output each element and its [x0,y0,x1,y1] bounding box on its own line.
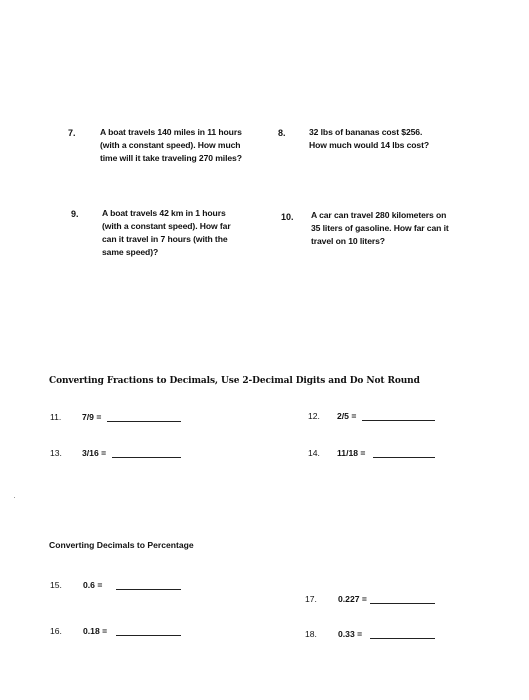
scan-speck [14,497,15,498]
item-12-answer-blank[interactable] [362,420,435,421]
item-11-number: 11. [50,412,62,422]
item-17-number: 17. [305,594,317,604]
item-13-expression: 3/16 = [82,448,107,458]
item-18-expression: 0.33 = [338,629,363,639]
item-17-answer-blank[interactable] [370,603,435,604]
fractions-section-heading: Converting Fractions to Decimals, Use 2-Decimal Digits and Do Not Round [49,376,420,386]
item-18-number: 18. [305,629,317,639]
item-12-expression: 2/5 = [337,411,357,421]
question-9-number: 9. [71,209,79,219]
item-13-number: 13. [50,448,62,458]
question-7-text: A boat travels 140 miles in 11 hours (with a constant speed). How much time will it take traveling 270 miles? [100,127,242,163]
question-8-text: 32 lbs of bananas cost $256. How much would 14 lbs cost? [309,127,430,150]
item-12-number: 12. [308,411,320,421]
item-14-expression: 11/18 = [337,448,366,458]
item-15-answer-blank[interactable] [116,589,181,590]
question-8-number: 8. [278,128,286,138]
question-10-number: 10. [281,212,294,222]
item-18-answer-blank[interactable] [370,638,435,639]
question-9-text: A boat travels 42 km in 1 hours (with a constant speed). How far can it travel in 7 hours (with the same speed)? [102,208,231,257]
item-15-number: 15. [50,580,62,590]
item-11-answer-blank[interactable] [107,421,181,422]
question-10-text: A car can travel 280 kilometers on 35 liters of gasoline. How far can it travel on 10 liters? [311,210,449,246]
item-16-expression: 0.18 = [83,626,108,636]
item-14-answer-blank[interactable] [373,457,435,458]
item-16-number: 16. [50,626,62,636]
item-16-answer-blank[interactable] [116,635,181,636]
item-17-expression: 0.227 = [338,594,367,604]
item-14-number: 14. [308,448,320,458]
item-11-expression: 7/9 = [82,412,102,422]
percent-section-heading: Converting Decimals to Percentage [49,540,194,550]
question-7-number: 7. [68,128,76,138]
item-13-answer-blank[interactable] [112,457,181,458]
item-15-expression: 0.6 = [83,580,103,590]
